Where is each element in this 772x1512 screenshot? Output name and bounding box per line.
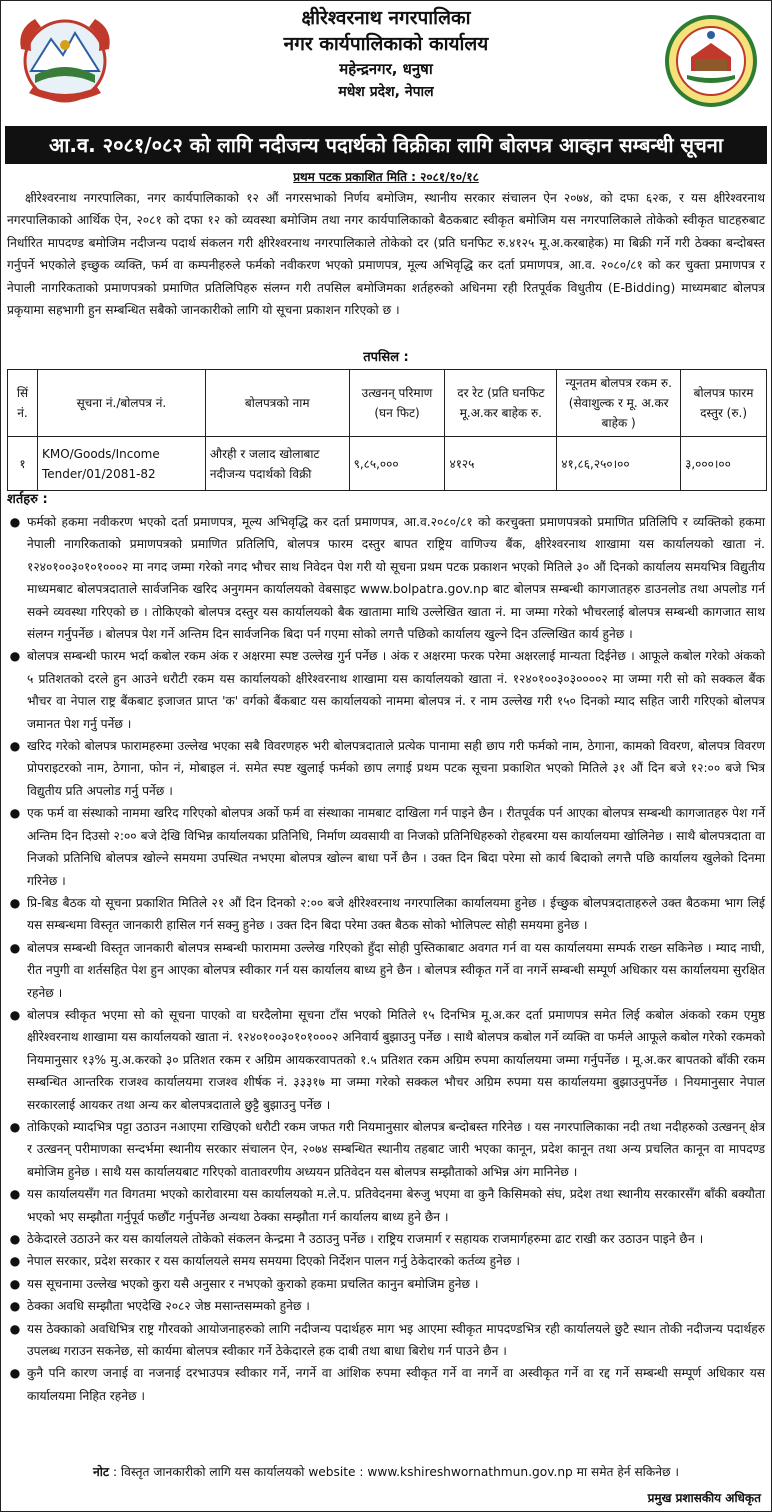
condition-item xyxy=(7,802,765,892)
condition-text: कुनै पनि कारण जनाई वा नजनाई दरभाउपत्र स्वीकार गर्ने, नगर्ने वा आंशिक रुपमा स्वीकृत गर्ने वा नगर्ने वा अस्वीकृत गर्ने वा रद्द गर्ने सम्बन्धी सम्पूर्ण अधिकार यस कार्यालयमा निहित रहनेछ । xyxy=(27,1366,765,1403)
nepal-emblem-icon xyxy=(11,9,119,107)
office-heading xyxy=(151,5,621,103)
condition-item xyxy=(7,1273,765,1295)
condition-item xyxy=(7,1228,765,1250)
bullet-icon: ● xyxy=(9,1366,21,1381)
conditions-title: शर्तहरु : xyxy=(7,492,48,507)
conditions-list xyxy=(7,511,765,1407)
bullet-icon: ● xyxy=(9,739,21,754)
bullet-icon: ● xyxy=(9,1254,21,1269)
condition-text: ठेक्का अवधि सम्झौता भएदेखि २०८२ जेष्ठ मसान्तसम्मको हुनेछ । xyxy=(27,1299,310,1314)
column-header: दर रेट (प्रति घनफिट मू.अ.कर बाहेक रु. xyxy=(445,370,557,437)
table-cell: ४१,८६,२५०।०० xyxy=(557,437,681,491)
condition-item xyxy=(7,645,765,735)
bullet-icon: ● xyxy=(9,1187,21,1202)
note-line xyxy=(1,1463,771,1480)
condition-text: यस सूचनामा उल्लेख भएको कुरा यसै अनुसार र नभएको कुराको हकमा प्रचलित कानुन बमोजिम हुनेछ । xyxy=(27,1276,479,1291)
condition-item xyxy=(7,1004,765,1116)
table-cell: ३,०००।०० xyxy=(681,437,767,491)
bullet-icon: ● xyxy=(9,1276,21,1291)
column-header: बोलपत्रको नाम xyxy=(205,370,349,437)
bullet-icon: ● xyxy=(9,940,21,955)
bullet-icon: ● xyxy=(9,1007,21,1022)
bullet-icon: ● xyxy=(9,515,21,529)
note-text: : विस्तृत जानकारीको लागि यस कार्यालयको website : www.kshireshwornathmun.gov.np मा समेत हेर्न सकिनेछ । xyxy=(112,1465,679,1479)
table-cell: औरही र जलाद खोलाबाट नदीजन्य पदार्थको विक्री xyxy=(205,437,349,491)
table-cell: ९,८५,००० xyxy=(349,437,445,491)
table-heading: तपसिल : xyxy=(363,350,409,365)
note-label: नोट xyxy=(92,1465,110,1479)
condition-text: फर्मको हकमा नवीकरण भएको दर्ता प्रमाणपत्र, मूल्य अभिवृद्धि कर दर्ता प्रमाणपत्र, आ.व.२०८०/८१ को करचुक्ता प्रमाणपत्रको प्रमाणित प्रतिलिपि र व्यक्तिको हकमा नेपाली नागरिकताको प्रमाणपत्रको प्रमाणित प्रतिलिपि, बोलपत्र फारम दस्तुर बापत राष्ट्रिय वाणिज्य बैंक, क्षीरेश्वरनाथ शाखामा यस कार्यालयको खाता नं. १२४०१००३०१०१०००२ मा नगद जम्मा गरेको नगद भौचर साथ निवेदन पेश गरी यो सूचना प्रथम पटक प्रकाशन भएको मितिले ३० औं दिनको कार्यालय समयभित्र विद्युतीय माध्यमबाट बोलपत्रदाताले सार्वजनिक खरिद अनुगमन कार्यालयको वेबसाइट www.bolpatra.gov.np बाट बोलपत्र सम्बन्धी कागजातहरु डाउनलोड तथा अपलोड गर्न सक्ने व्यवस्था गरिएको छ । तोकिएको बोलपत्र दस्तुर यस कार्यालयको बैक खातामा माथि उल्लेखित खाता नं. मा जम्मा गरेको भौचरलाई बोलपत्र सम्बन्धी कागजात साथ संलग्न गर्नुपर्नेछ । बोलपत्र पेश गर्ने अन्तिम दिन सार्वजनिक बिदा पर्न गएमा सोको लगत्तै पछिको कार्यालय खुल्ने दिन उल्लिखित कार्य हुनेछ । xyxy=(27,515,765,642)
table-row xyxy=(8,437,767,491)
column-header: उत्खनन् परिमाण (घन फिट) xyxy=(349,370,445,437)
office-name: नगर कार्यपालिकाको कार्यालय xyxy=(283,33,489,55)
intro-paragraph: क्षीरेश्वरनाथ नगरपालिका, नगर कार्यपालिकाको १२ औं नगरसभाको निर्णय बमोजिम, स्थानीय सरकार संचालन ऐन २०७४, को दफा ६२क, र यस क्षीरेश्वरनाथ नगरपालिकाको आर्थिक ऐन, २०८१ को दफा १२ को व्यवस्था बमोजिम तथा नगर कार्यपालिकाको बैठकबाट स्वीकृत बमोजिम यस नगरपालिकाले तोकेको स्वीकृत घाटहरुबाट निर्धारित मापदण्ड बमोजिम नदीजन्य पदार्थ संकलन गरी क्षीरेश्वरनाथ नगरपालिकाले तोकेको दर (प्रति घनफिट रु.४१२५ मू.अ.करबाहेक) मा बिक्री गर्ने गरी ठेक्का बन्दोबस्त गर्नुपर्ने भएकोले इच्छुक व्यक्ति, फर्म वा कम्पनीहरुले फर्मको नवीकरण भएको प्रमाणपत्र, मूल्य अभिवृद्धि कर दर्ता प्रमाणपत्र, आ.व. २०८०/८१ को कर चुक्ता प्रमाणपत्र र नेपाली नागरिकताको प्रमाणपत्रको प्रमाणित प्रतिलिपिहरु संलग्न गरी तपसिल बमोजिमका शर्तहरुको अधिनमा रही रितपूर्वक विधुतीय (E-Bidding) माध्यमबाट बोलपत्र प्रकृयामा सहभागी हुन सम्बन्धित सबैको जानकारीको लागि यो सूचना प्रकाशन गरिएको छ । xyxy=(7,191,765,318)
condition-text: बोलपत्र सम्बन्धी विस्तृत जानकारी बोलपत्र सम्बन्धी फाराममा उल्लेख गरिएको हुँदा सोही पुस्तिकाबाट अवगत गर्न वा यस कार्यालयमा सम्पर्क राख्न सकिनेछ । म्याद नाघी, रीत नपुगी वा शर्तसहित पेश हुन आएका बोलपत्र स्वीकार गर्न यस कार्यालय बाध्य हुने छैन । बोलपत्र स्वीकृत गर्ने वा नगर्ने सम्बन्धी सम्पूर्ण अधिकार यस कार्यालयमा सुरक्षित रहनेछ । xyxy=(27,940,765,1000)
condition-item xyxy=(7,511,765,645)
condition-text: बोलपत्र स्वीकृत भएमा सो को सूचना पाएको वा घरदैलोमा सूचना टाँस भएको मितिले १५ दिनभित्र मू.अ.कर दर्ता प्रमाणपत्र समेत लिई कबोल अंकको रकम एमुष्ठ क्षीरेश्वरनाथ शाखामा यस कार्यालयको खाता नं. १२४०१००३०१०१०००२ अनिवार्य बुझाउनु पर्नेछ । साथै बोलपत्र कबोल गर्ने व्यक्ति वा फर्मले आफूले कबोल गरेको रकमको नियमानुसार १३% मु.अ.करको ३० प्रतिशत रकम र अग्रिम आयकरवापतको १.५ प्रतिशत रकम अग्रिम रुपमा कार्यालयमा जम्मा गर्नुपर्नेछ । मू.अ.कर बापतको बाँकी रकम सम्बन्धित आन्तरिक राजश्व कार्यालयमा राजश्व शीर्षक नं. ३३३१७ मा जम्मा गरेको सक्कल भौचर अग्रिम रुपमा यस कार्यालयमा बुझाउनुपर्नेछ । नियमानुसार नेपाल सरकारलाई आयकर तथा अन्य कर बोलपत्रदाताले छुट्टै बुझाउनु पर्नेछ । xyxy=(27,1007,765,1112)
condition-text: यस कार्यालयसँग गत विगतमा भएको कारोवारमा यस कार्यालयको म.ले.प. प्रतिवेदनमा बेरुजु भएमा वा कुनै किसिमको संघ, प्रदेश तथा स्थानीय सरकारसँग बाँकी बक्यौता भएको भए सम्झौता गर्नुपूर्व फछौंट गर्नुपर्नेछ अन्यथा ठेक्का सम्झौता गर्न कार्यालय बाध्य हुने छैन । xyxy=(27,1187,765,1224)
signatory: प्रमुख प्रशासकीय अधिकृत xyxy=(647,1491,761,1505)
condition-text: तोकिएको म्यादभित्र पट्टा उठाउन नआएमा राखिएको धरौटी रकम जफत गरी नियमानुसार बोलपत्र बन्दोबस्त गरिनेछ । यस नगरपालिकाका नदी तथा नदीहरुको उत्खनन् क्षेत्र र उत्खनन् परीमाणका सन्दर्भमा स्थानीय सरकार संचालन ऐन, २०७४ सम्बन्धित स्थानीय तहबाट जारी भएका कानून, प्रदेश कानून तथा अन्य प्रचलित कानून वा मापदण्ड बमोजिम हुनेछ । साथै यस कार्यालयबाट गरिएको वातावरणीय अध्ययन प्रतिवेदन यस बोलपत्र सम्झौताको अभिन्न अंग मानिनेछ । xyxy=(27,1119,765,1179)
bullet-icon: ● xyxy=(9,1321,21,1336)
condition-item xyxy=(7,1116,765,1183)
bullet-icon: ● xyxy=(9,649,21,664)
table-cell: ४१२५ xyxy=(445,437,557,491)
condition-text: ठेकेदारले उठाउने कर यस कार्यालयले तोकेको संकलन केन्द्रमा नै उठाउनु पर्नेछ । राष्ट्रिय राजमार्ग र सहायक राजमार्गहरुमा ढाट राखी कर उठाउन पाइने छैन । xyxy=(27,1232,704,1246)
office-province: मधेश प्रदेश, नेपाल xyxy=(338,84,434,100)
bullet-icon: ● xyxy=(9,806,21,821)
office-location: महेन्द्रनगर, धनुषा xyxy=(339,60,433,78)
publish-date: प्रथम पटक प्रकाशित मिति : २०८१/१०/१८ xyxy=(293,170,479,184)
bullet-icon: ● xyxy=(9,895,21,910)
column-header: सिं नं. xyxy=(8,370,38,437)
column-header: सूचना नं./बोलपत्र नं. xyxy=(37,370,205,437)
column-header: बोलपत्र फारम दस्तुर (रु.) xyxy=(681,370,767,437)
condition-item xyxy=(7,937,765,1004)
title-banner: आ.व. २०८१/०८२ को लागि नदीजन्य पदार्थको विक्रीका लागि बोलपत्र आव्हान सम्बन्धी सूचना xyxy=(5,126,767,164)
bullet-icon: ● xyxy=(9,1119,21,1134)
condition-text: यस ठेक्काको अवधिभित्र राष्ट्र गौरवको आयोजनाहरुको लागि नदीजन्य पदार्थहरु माग भइ आएमा स्वीकृत मापदण्डभित्र रही कार्यालयले छुटै स्थान तोकी नदीजन्य पदार्थहरु उपलब्ध गराउन सकनेछ, सो कार्यमा बोलपत्र स्वीकार गर्ने ठेकेदारले हक दाबी तथा बाधा बिरोध गर्न पाउने छैन । xyxy=(27,1321,765,1359)
letterhead xyxy=(1,1,771,125)
bullet-icon: ● xyxy=(9,1232,21,1246)
municipality-logo-icon xyxy=(665,15,757,107)
condition-item xyxy=(7,892,765,937)
condition-item xyxy=(7,1362,765,1407)
column-header: न्यूनतम बोलपत्र रकम रु. (सेवाशुल्क र मू. अ.कर बाहेक ) xyxy=(557,370,681,437)
condition-item xyxy=(7,1183,765,1228)
table-cell: KMO/Goods/Income Tender/01/2081-82 xyxy=(37,437,205,491)
table-header-row xyxy=(8,370,767,437)
condition-text: नेपाल सरकार, प्रदेश सरकार र यस कार्यालयले समय समयमा दिएको निर्देशन पालन गर्नु ठेकेदारको कर्तव्य हुनेछ । xyxy=(27,1254,520,1269)
condition-text: बोलपत्र सम्बन्धी फारम भर्दा कबोल रकम अंक र अक्षरमा स्पष्ट उल्लेख गुर्न पर्नेछ । अंक र अक्षरमा फरक परेमा अक्षरलाई मान्यता दिईनेछ । आफूले कबोल गरेको अंकको ५ प्रतिशतको दरले हुन आउने धरौटी रकम यस कार्यालयको क्षीरेश्वरनाथ शाखामा यस कार्यालयको खाता नं. १२४०१००३०३००००२ मा जम्मा गरी सो को सक्कल बैंक भौचर वा नेपाल राष्ट्र बैंकबाट इजाजत प्राप्त 'क' वर्गको बैंकबाट यस कार्यालयको नाममा बोलपत्र नं. र नाम उल्लेख गरी १५० दिनको म्याद सहित जारी गरिएको बोलपत्र जमानत पेश गर्नु पर्नेछ । xyxy=(27,649,765,731)
condition-text: एक फर्म वा संस्थाको नाममा खरिद गरिएको बोलपत्र अर्को फर्म वा संस्थाका नामबाट दाखिला गर्न पाइने छैन । रीतपूर्वक पर्न आएका बोलपत्र सम्बन्धी कागजातहरु पेश गर्ने अन्तिम दिन दिउसो २:०० बजे देखि विभिन्न कार्यालयका प्रतिनिधि, निर्माण व्यवसायी वा निजको प्रतिनिधिहरुको रोहबरमा यस कार्यालयमा खोलिनेछ । साथै बोलपत्रदाता वा निजको प्रतिनिधि बोलपत्र खोल्ने समयमा उपस्थित नभएमा बोलपत्र खोल्न बाधा पर्ने छैन । उक्त दिन बिदा परेमा सो कार्य बिदाको लगत्तै पछि कार्यालय खुलेको दिनमा गरिनेछ । xyxy=(27,806,765,888)
condition-item xyxy=(7,735,765,802)
bullet-icon: ● xyxy=(9,1299,21,1314)
condition-text: खरिद गरेको बोलपत्र फारामहरुमा उल्लेख भएका सबै विवरणहरु भरी बोलपत्रदाताले प्रत्येक पानामा सही छाप गरी फर्मको नाम, ठेगाना, कामको विवरण, बोलपत्र विवरण प्रोपराइटरको नाम, ठेगाना, फोन नं, मोबाइल नं. समेत स्पष्ट खुलाई फर्मको छाप लगाई प्रथम पटक सूचना प्रकाशित भएको मितिले ३१ औं दिन बजे १२:०० बजे भित्र विद्युतीय प्रति अपलोड गर्नु पर्नेछ । xyxy=(27,739,765,798)
condition-item xyxy=(7,1318,765,1363)
tender-table xyxy=(7,369,767,491)
table-cell: १ xyxy=(8,437,38,491)
municipality-name: क्षीरेश्वरनाथ नगरपालिका xyxy=(301,7,471,29)
condition-item xyxy=(7,1250,765,1272)
condition-item xyxy=(7,1295,765,1317)
condition-text: प्रि-बिड बैठक यो सूचना प्रकाशित मितिले २१ औं दिन दिनको २:०० बजे क्षीरेश्वरनाथ नगरपालिका कार्यालयमा हुनेछ । ईच्छुक बोलपत्रदाताहरुले उक्त बैठकमा भाग लिई यस सम्बन्धमा विस्तृत जानकारी हासिल गर्न सक्नु हुनेछ । उक्त दिन बिदा परेमा उक्त बैठक सोको भोलिपल्ट सोही समयमा हुनेछ । xyxy=(27,895,765,933)
